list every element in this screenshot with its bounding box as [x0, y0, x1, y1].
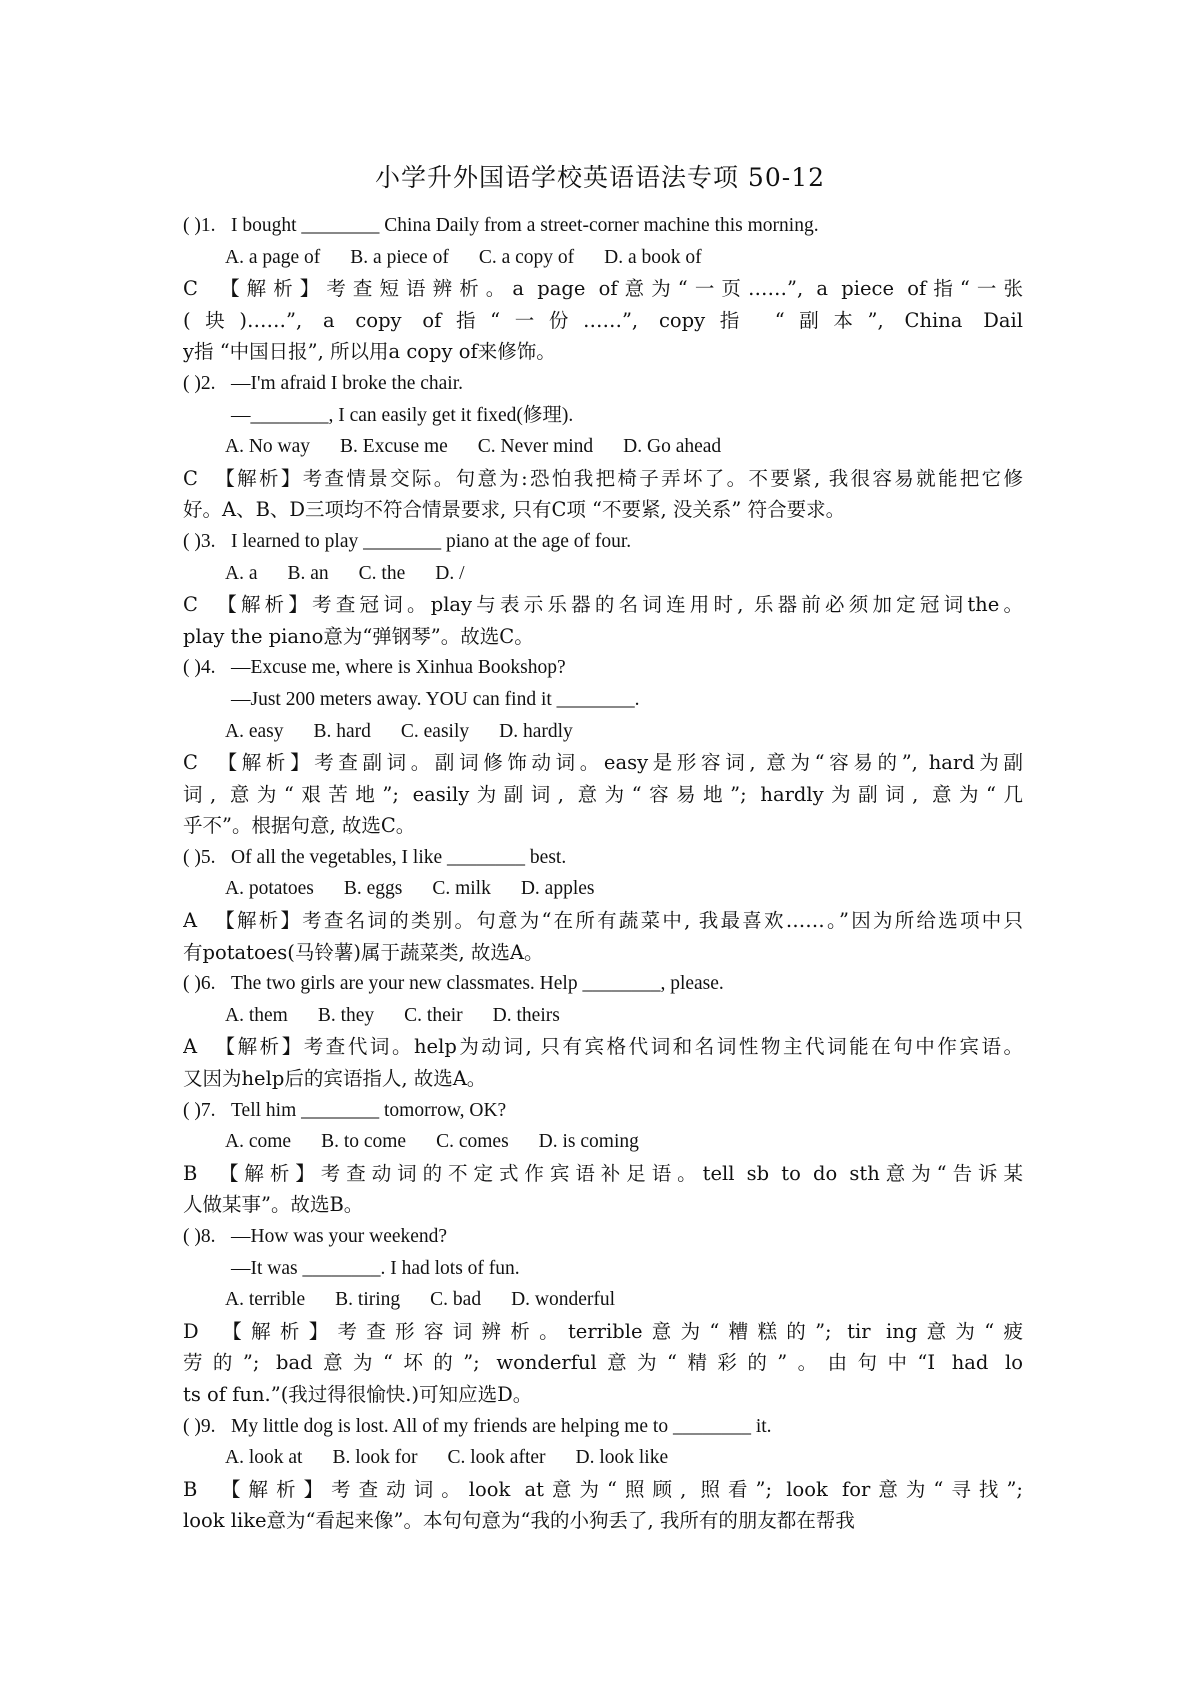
analysis-text: y指 “中国日报”, 所以用a copy of来修饰。 [183, 340, 556, 364]
question-number: ( )7. [183, 1099, 216, 1121]
option-a: A. potatoes [225, 878, 314, 900]
analysis-text: (块)……”, a copy of指“一份……”, copy指 “副本”, China Dail [183, 308, 1023, 332]
question-text: —Excuse me, where is Xinhua Bookshop? [231, 657, 566, 679]
analysis-text: 【解析】考查形容词辨析。terrible意为“糟糕的”; tir ing意为“疲 [213, 1319, 1023, 1343]
answer-options [183, 1284, 1023, 1316]
option-a: A. a [225, 562, 258, 584]
option-a: A. easy [225, 720, 284, 742]
option-d: D. theirs [492, 1004, 560, 1026]
analysis-line [183, 810, 1023, 842]
question-stem-line [183, 400, 1023, 432]
question-item [183, 526, 1023, 652]
question-stem-line [183, 684, 1023, 716]
question-text: Tell him ________ tomorrow, OK? [231, 1099, 507, 1121]
question-stem [183, 526, 1023, 558]
question-item [183, 842, 1023, 968]
option-b: B. an [287, 562, 329, 584]
option-c: C. milk [432, 878, 491, 900]
question-stem [183, 210, 1023, 242]
analysis-text: 【解析】考查副词。副词修饰动词。easy是形容词, 意为“容易的”, hard为副 [213, 751, 1023, 775]
question-item [183, 968, 1023, 1094]
analysis-line [183, 305, 1023, 337]
option-d: D. Go ahead [623, 436, 722, 458]
answer-options [183, 558, 1023, 590]
option-a: A. look at [225, 1447, 303, 1469]
question-text: —How was your weekend? [231, 1226, 448, 1247]
answer-key: A [183, 909, 198, 933]
analysis-line [183, 1347, 1023, 1379]
question-number: ( )1. [183, 215, 216, 236]
analysis-line [183, 1316, 1023, 1348]
question-text: —Just 200 meters away. YOU can find it ________. [231, 688, 640, 710]
question-number: ( )6. [183, 973, 216, 995]
analysis-text: 【解析】考查名词的类别。句意为“在所有蔬菜中, 我最喜欢……。”因为所给选项中只 [213, 909, 1023, 933]
question-stem [183, 1095, 1023, 1127]
question-number: ( )2. [183, 372, 216, 394]
question-item [183, 1221, 1023, 1411]
option-b: B. to come [321, 1131, 407, 1153]
option-d: D. a book of [604, 246, 702, 268]
option-c: C. easily [400, 720, 470, 742]
analysis-text: 又因为help后的宾语指人, 故选A。 [183, 1067, 487, 1091]
option-c: C. comes [436, 1131, 509, 1153]
option-c: C. their [404, 1004, 463, 1026]
analysis-text: look like意为“看起来像”。本句句意为“我的小狗丢了, 我所有的朋友都在帮我 [183, 1509, 855, 1533]
analysis-line [183, 336, 1023, 368]
analysis-line [183, 1031, 1023, 1063]
answer-key: B [183, 1161, 198, 1185]
analysis-text: 乎不”。根据句意, 故选C。 [183, 814, 416, 838]
answer-options [183, 1442, 1023, 1474]
question-stem-line [183, 1253, 1023, 1285]
option-a: A. them [225, 1004, 288, 1026]
question-stem [183, 652, 1023, 684]
question-number: ( )8. [183, 1226, 216, 1247]
analysis-text: 好。A、B、D三项均不符合情景要求, 只有C项 “不要紧, 没关系” 符合要求。 [183, 498, 846, 522]
answer-options [183, 242, 1023, 274]
analysis-text: 【解析】考查动词的不定式作宾语补足语。tell sb to do sth意为“告诉某 [213, 1161, 1023, 1185]
analysis-text: 【解析】考查代词。help为动词, 只有宾格代词和名词性物主代词能在句中作宾语。 [213, 1035, 1023, 1059]
option-a: A. a page of [225, 246, 321, 268]
analysis-line [183, 779, 1023, 811]
question-item [183, 652, 1023, 842]
option-d: D. hardly [499, 720, 573, 742]
question-text: —________, I can easily get it fixed(修理). [231, 404, 574, 426]
analysis-text: 【解析】考查短语辨析。a page of意为“一页……”, a piece of指“一张 [213, 277, 1023, 301]
answer-key: C [183, 277, 198, 301]
option-c: C. look after [447, 1447, 546, 1469]
analysis-line [183, 463, 1023, 495]
analysis-text: 人做某事”。故选B。 [183, 1193, 364, 1217]
option-c: C. a copy of [478, 246, 575, 268]
option-b: B. eggs [343, 878, 403, 900]
analysis-line [183, 1505, 1023, 1537]
analysis-line [183, 1063, 1023, 1095]
analysis-line [183, 1158, 1023, 1190]
option-c: C. bad [430, 1289, 482, 1311]
answer-key: A [183, 1035, 198, 1059]
answer-options [183, 1126, 1023, 1158]
option-b: B. hard [313, 720, 371, 742]
option-d: D. is coming [538, 1131, 639, 1153]
answer-key: C [183, 751, 198, 775]
analysis-line [183, 1189, 1023, 1221]
question-item [183, 368, 1023, 526]
option-d: D. / [435, 562, 465, 584]
answer-options [183, 873, 1023, 905]
question-number: ( )4. [183, 657, 216, 679]
question-text: —I'm afraid I broke the chair. [231, 372, 464, 394]
question-number: ( )5. [183, 846, 216, 868]
analysis-line [183, 747, 1023, 779]
analysis-line [183, 1474, 1023, 1506]
analysis-text: 有potatoes(马铃薯)属于蔬菜类, 故选A。 [183, 940, 544, 964]
question-stem [183, 1411, 1023, 1443]
answer-options [183, 1000, 1023, 1032]
option-c: C. the [358, 562, 406, 584]
page-title: 小学升外国语学校英语语法专项 50-12 [374, 163, 826, 192]
answer-options [183, 716, 1023, 748]
analysis-text: 【解析】考查情景交际。句意为:恐怕我把椅子弄坏了。不要紧, 我很容易就能把它修 [213, 466, 1023, 490]
question-text: I bought ________ China Daily from a street-corner machine this morning. [231, 215, 819, 236]
option-b: B. they [317, 1004, 375, 1026]
question-text: The two girls are your new classmates. Help ________, please. [231, 973, 724, 995]
answer-key: C [183, 593, 198, 617]
question-text: —It was ________. I had lots of fun. [231, 1257, 520, 1279]
answer-key: D [183, 1319, 199, 1343]
option-d: D. wonderful [511, 1289, 616, 1311]
question-stem [183, 1221, 1023, 1253]
question-text: My little dog is lost. All of my friends are helping me to ________ it. [231, 1415, 772, 1437]
analysis-text: 劳的”; bad意为“坏的”; wonderful意为“精彩的”。由句中“I had lo [183, 1351, 1023, 1375]
option-c: C. Never mind [477, 436, 594, 458]
option-a: A. come [225, 1131, 292, 1153]
analysis-line [183, 494, 1023, 526]
question-item [183, 1411, 1023, 1537]
analysis-line [183, 905, 1023, 937]
answer-key: B [183, 1477, 198, 1501]
analysis-text: play the piano意为“弹钢琴”。故选C。 [183, 624, 534, 648]
analysis-line [183, 1379, 1023, 1411]
analysis-text: 【解析】考查冠词。play与表示乐器的名词连用时, 乐器前必须加定冠词the。 [213, 593, 1023, 617]
analysis-line [183, 589, 1023, 621]
question-stem [183, 842, 1023, 874]
option-b: B. tiring [335, 1289, 401, 1311]
analysis-line [183, 273, 1023, 305]
option-d: D. look like [575, 1447, 669, 1469]
option-b: B. Excuse me [340, 436, 448, 458]
analysis-text: 【解析】考查动词。look at意为“照顾, 照看”; look for意为“寻找”; [213, 1477, 1023, 1501]
analysis-line [183, 937, 1023, 969]
question-item [183, 1095, 1023, 1221]
option-b: B. a piece of [350, 246, 449, 268]
option-b: B. look for [332, 1447, 418, 1469]
analysis-line [183, 621, 1023, 653]
question-item [183, 210, 1023, 368]
question-text: Of all the vegetables, I like ________ best. [231, 846, 567, 868]
option-a: A. terrible [225, 1289, 306, 1311]
answer-key: C [183, 466, 198, 490]
question-number: ( )9. [183, 1415, 216, 1437]
analysis-text: 词, 意为“艰苦地”; easily为副词, 意为“容易地”; hardly为副词, 意为“几 [183, 782, 1023, 806]
question-stem [183, 368, 1023, 400]
question-stem [183, 968, 1023, 1000]
option-a: A. No way [225, 436, 311, 458]
answer-options [183, 431, 1023, 463]
analysis-text: ts of fun.”(我过得很愉快.)可知应选D。 [183, 1382, 533, 1406]
option-d: D. apples [520, 878, 595, 900]
question-list [183, 210, 1023, 1537]
question-text: I learned to play ________ piano at the age of four. [231, 530, 632, 552]
question-number: ( )3. [183, 530, 216, 552]
